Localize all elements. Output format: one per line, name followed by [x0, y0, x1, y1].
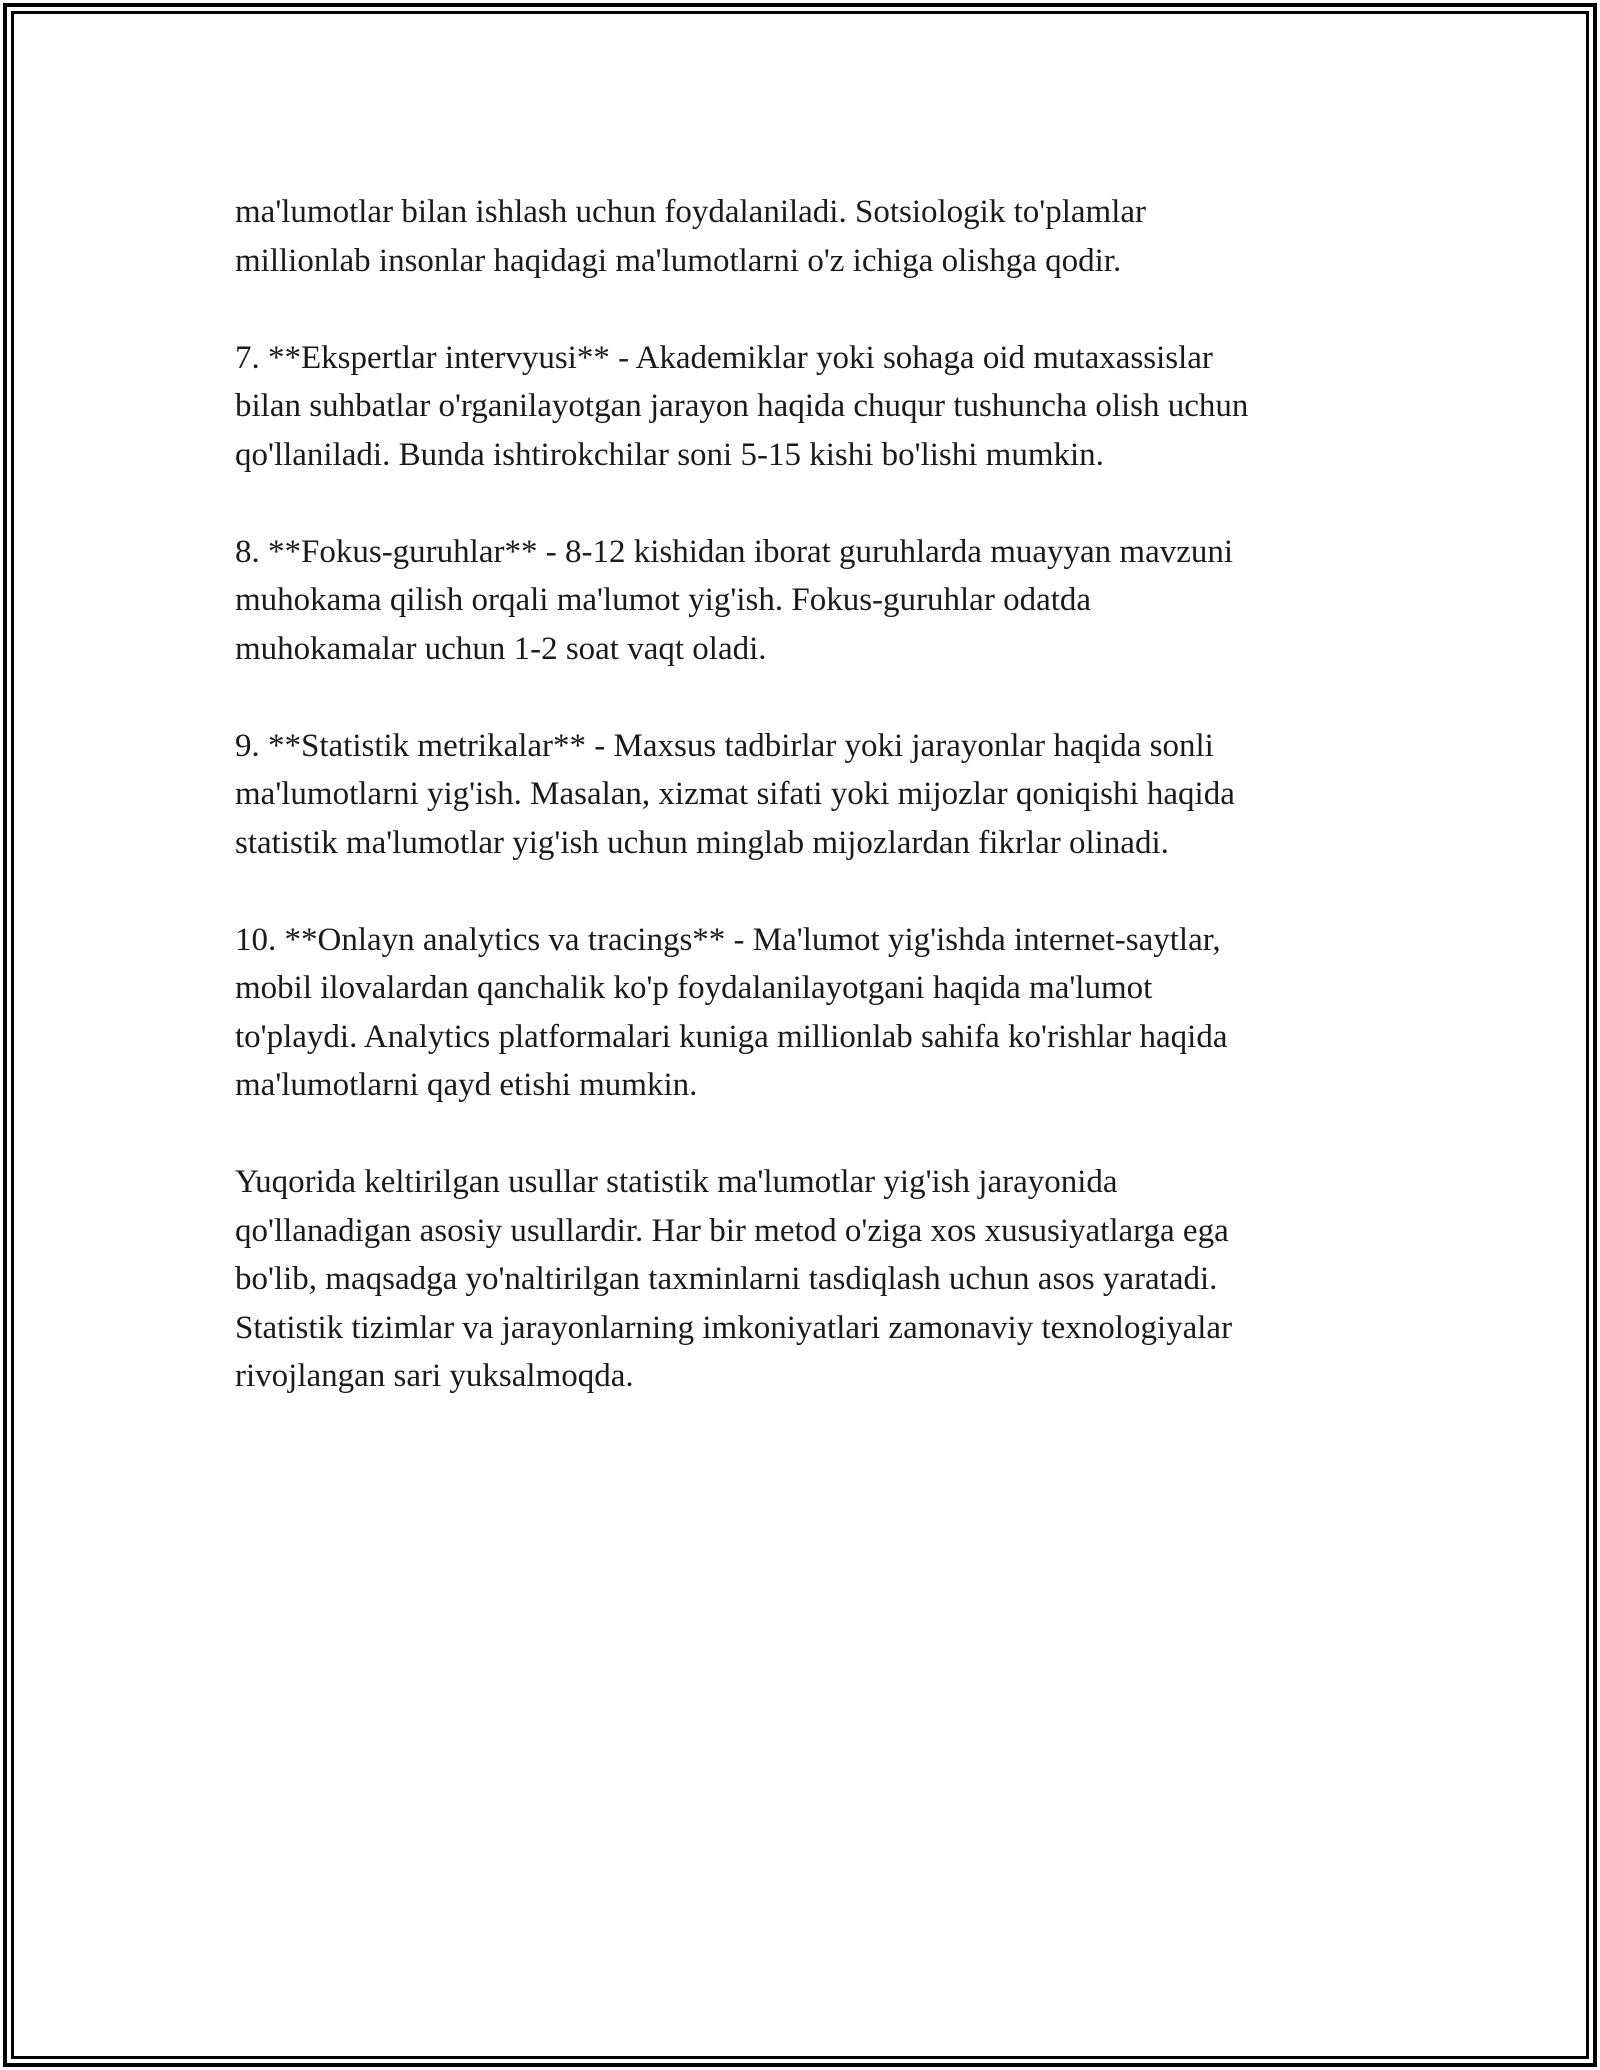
- paragraph-item-9: 9. **Statistik metrikalar** - Maxsus tadbirlar yoki jarayonlar haqida sonli ma'lumotlarni yig'ish. Masalan, xizmat sifati yoki mijozlar qoniqishi haqida statistik ma'lumotlar yig'ish uchun minglab mijozlardan fikrlar olinadi.: [235, 727, 1235, 861]
- paragraph-conclusion: Yuqorida keltirilgan usullar statistik ma'lumotlar yig'ish jarayonida qo'llanadigan asosiy usullardir. Har bir metod o'ziga xos xususiyatlarga ega bo'lib, maqsadga yo'naltirilgan taxminlarni tasdiqlash uchun asos yaratadi. Statistik tizimlar va jarayonlarning imkoniyatlari zamonaviy texnologiyalar rivojlangan sari yuksalmoqda.: [235, 1164, 1233, 1394]
- paragraph-item-10: 10. **Onlayn analytics va tracings** - Ma'lumot yig'ishda internet-saytlar, mobil ilovalardan qanchalik ko'p foydalanilayotgani haqida ma'lumot to'playdi. Analytics platformalari kuniga millionlab sahifa ko'rishlar haqida ma'lumotlarni qayd etishi mumkin.: [235, 921, 1228, 1103]
- paragraph-item-8: 8. **Fokus-guruhlar** - 8-12 kishidan iborat guruhlarda muayyan mavzuni muhokama qilish orqali ma'lumot yig'ish. Fokus-guruhlar odatda muhokamalar uchun 1-2 soat vaqt oladi.: [235, 533, 1234, 667]
- paragraph-intro-continuation: ma'lumotlar bilan ishlash uchun foydalaniladi. Sotsiologik to'plamlar millionlab insonlar haqidagi ma'lumotlarni o'z ichiga olishga qodir.: [235, 194, 1146, 279]
- paragraph-item-7: 7. **Ekspertlar intervyusi** - Akademiklar yoki sohaga oid mutaxassislar bilan suhbatlar o'rganilayotgan jarayon haqida chuqur tushuncha olish uchun qo'llaniladi. Bunda ishtirokchilar soni 5-15 kishi bo'lishi mumkin.: [235, 339, 1249, 473]
- document-body: [235, 188, 1385, 1449]
